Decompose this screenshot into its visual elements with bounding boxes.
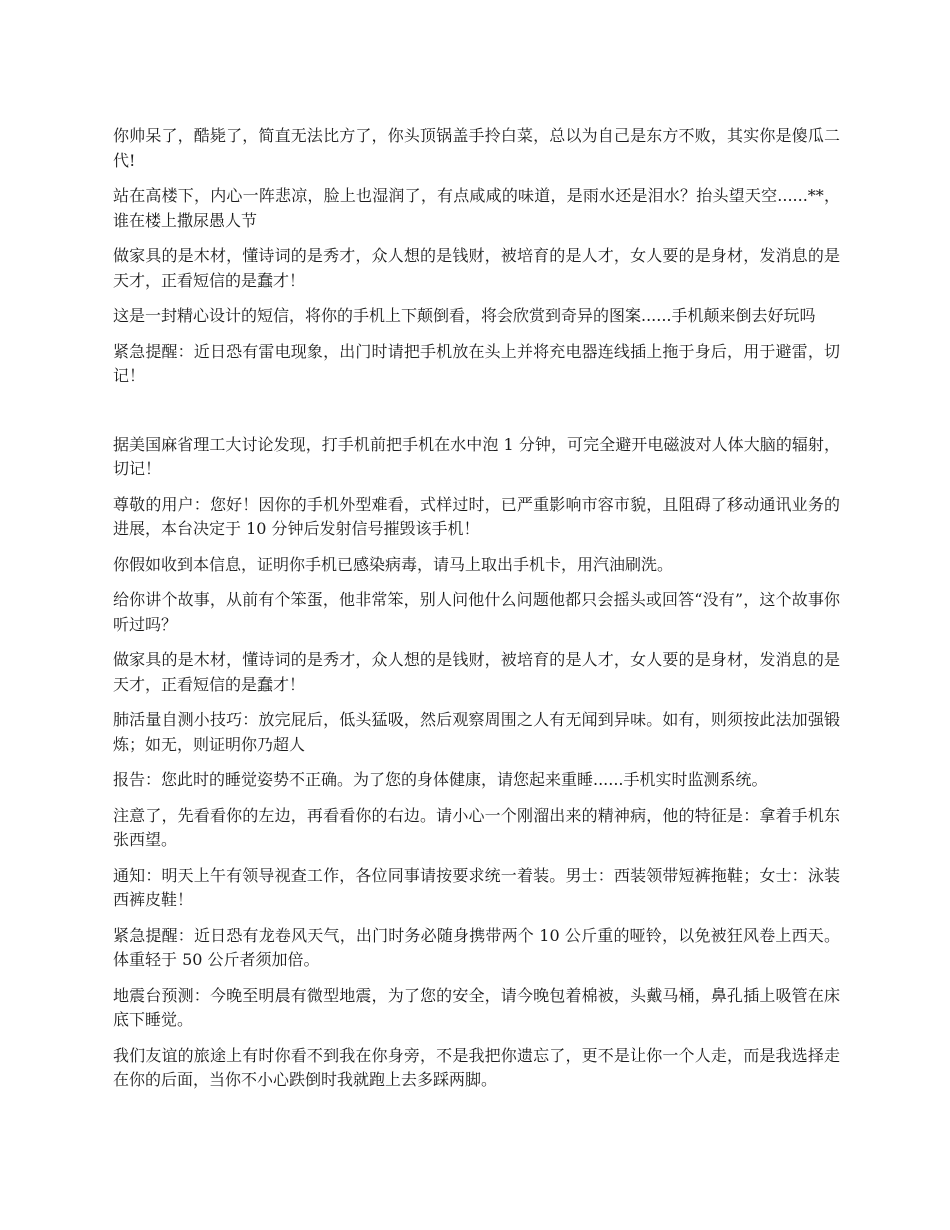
paragraph: 你帅呆了，酷毙了，简直无法比方了，你头顶锅盖手拎白菜，总以为自己是东方不败，其实你是傻瓜二代! [113,126,840,170]
bottom-section [113,433,840,1093]
paragraph: 站在高楼下，内心一阵悲凉，脸上也湿润了，有点咸咸的味道，是雨水还是泪水？抬头望天空......**，谁在楼上撒尿愚人节 [113,186,840,230]
paragraph: 尊敬的用户：您好！因你的手机外型难看，式样过时，已严重影响市容市貌，且阻碍了移动通讯业务的进展，本台决定于 10 分钟后发射信号摧毁该手机！ [113,494,840,538]
paragraph: 你假如收到本信息，证明你手机已感染病毒，请马上取出手机卡，用汽油刷洗。 [113,554,674,574]
paragraph: 做家具的是木材，懂诗词的是秀才，众人想的是钱财，被培育的是人才，女人要的是身材，发消息的是天才，正看短信的是蠢才！ [113,246,840,290]
paragraph: 我们友谊的旅途上有时你看不到我在你身旁，不是我把你遗忘了，更不是让你一个人走，而是我选择走在你的后面，当你不小心跌倒时我就跑上去多踩两脚。 [113,1045,840,1089]
paragraph: 注意了，先看看你的左边，再看看你的右边。请小心一个刚溜出来的精神病，他的特征是：拿着手机东张西望。 [113,805,840,849]
paragraph: 给你讲个故事，从前有个笨蛋，他非常笨，别人问他什么问题他都只会摇头或回答“没有”，这个故事你听过吗？ [113,590,840,634]
paragraph: 据美国麻省理工大讨论发现，打手机前把手机在水中泡 1 分钟，可完全避开电磁波对人体大脑的辐射，切记！ [113,434,840,478]
document-page [113,124,840,1104]
paragraph: 报告：您此时的睡觉姿势不正确。为了您的身体健康，请您起来重睡......手机实时监测系统。 [113,770,768,789]
paragraph: 做家具的是木材，懂诗词的是秀才，众人想的是钱财，被培育的是人才，女人要的是身材，发消息的是天才，正看短信的是蠢才！ [113,650,840,694]
paragraph: 这是一封精心设计的短信，将你的手机上下颠倒看，将会欣赏到奇异的图案......手机颠来倒去好玩吗 [113,306,816,325]
top-section [113,124,840,389]
paragraph: 地震台预测：今晚至明晨有微型地震，为了您的安全，请今晚包着棉被，头戴马桶，鼻孔插上吸管在床底下睡觉。 [113,985,840,1029]
section-gap [113,400,840,433]
paragraph: 紧急提醒：近日恐有雷电现象，出门时请把手机放在头上并将充电器连线插上拖于身后，用于避雷，切记！ [113,341,840,385]
paragraph: 紧急提醒：近日恐有龙卷风天气，出门时务必随身携带两个 10 公斤重的哑铃，以免被狂风卷上西天。体重轻于 50 公斤者须加倍。 [113,925,840,969]
paragraph: 通知：明天上午有领导视查工作，各位同事请按要求统一着装。男士：西装领带短裤拖鞋；女士：泳装西裤皮鞋！ [113,865,840,909]
paragraph: 肺活量自测小技巧：放完屁后，低头猛吸，然后观察周围之人有无闻到异味。如有，则须按此法加强锻炼；如无，则证明你乃超人 [113,710,840,754]
